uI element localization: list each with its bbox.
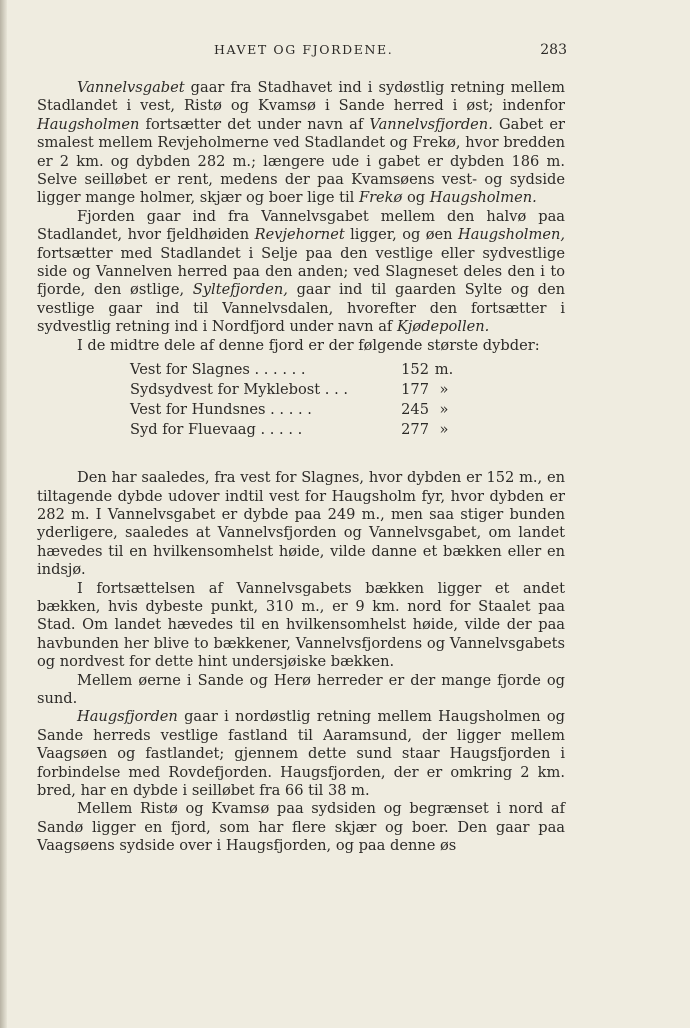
depth-place: Vest for Slagnes . . . . . . bbox=[130, 361, 306, 379]
depth-value: 277 bbox=[401, 421, 429, 439]
paragraph-second-basin: I fortsættelsen af Vannelvsgabets bækken ligger et andet bækken, hvis dybeste punkt, 310 m., er 9 km. nord for Staalet paa Stad. Om landet hævedes til en hvilkensomhelst høide, vilde der paa havbunden her blive to bækkener, Vannelvsfjordens og Vannelvsgabets og nordvest for dette hint undersjøiske bækken. bbox=[37, 579, 565, 671]
depth-unit: » bbox=[439, 401, 449, 419]
depth-value: 177 bbox=[401, 381, 429, 399]
depth-unit: m. bbox=[434, 361, 454, 379]
paragraph-text: gaar ind til gaarden Sylte og den vestlige gaar ind til Vannelvsdalen, hvorefter den fortsætter i sydvestlig retning ind i Nordfjord under navn af bbox=[37, 281, 565, 336]
place-name: Kjødepollen. bbox=[396, 318, 490, 336]
paragraph-vannelvsgabet bbox=[37, 79, 565, 208]
running-head: HAVET OG FJORDENE. bbox=[214, 42, 394, 57]
spacer bbox=[37, 447, 565, 469]
paragraph-text: og bbox=[402, 189, 430, 207]
paragraph-text: fortsætter med Stadlandet i Selje paa den vestlige eller sydvestlige side og Vannelven herred paa den anden; ved Slagneset deles den i to fjorde, den østlige, bbox=[37, 244, 565, 299]
depth-place: Sydsydvest for Myklebost . . . bbox=[130, 381, 348, 399]
depth-place: Vest for Hundsnes . . . . . bbox=[130, 401, 312, 419]
table-row bbox=[130, 401, 459, 421]
paragraph-haugsfjorden bbox=[37, 708, 565, 800]
paragraph-risto-kvamso: Mellem Ristø og Kvamsø paa sydsiden og begrænset i nord af Sandø ligger en fjord, som har flere skjær og boer. Den gaar paa Vaagsøens sydside over i Haugsfjorden, og paa denne øs bbox=[37, 800, 565, 855]
depth-value: 152 bbox=[401, 361, 429, 379]
place-name: Syltefjorden, bbox=[192, 281, 288, 299]
place-name: Haugsfjorden bbox=[77, 708, 178, 726]
paragraph-text: gaar i nordøstlig retning mellem Haugsholmen og Sande herreds vestlige fastland til Aaramsund, der ligger mellem Vaagsøen og fastlandet; gjennem dette sund staar Haugsfjorden i forbindelse med Rovdefjorden. Haugsfjorden, der er omkring 2 km. bred, har en dybde i seilløbet fra 66 til 38 m. bbox=[37, 708, 565, 799]
paragraph-fjorden bbox=[37, 208, 565, 337]
place-name: Vannelvsgabet bbox=[77, 79, 185, 96]
paragraph-text: fortsætter det under navn af bbox=[139, 115, 370, 133]
depth-unit: » bbox=[439, 421, 449, 439]
page-header bbox=[37, 42, 565, 62]
depth-table bbox=[130, 361, 459, 441]
paragraph-basin: Den har saaledes, fra vest for Slagnes, hvor dybden er 152 m., en tiltagende dybde udover indtil vest for Haugsholm fyr, hvor dybden er 282 m. I Vannelvsgabet er dybde paa 249 m., men saa stiger bunden yderligere, saaledes at Vannelvsfjorden og Vannelvsgabet, om landet hævedes til en hvilkensomhelst høide, vilde danne et bækken eller en indsjø. bbox=[37, 469, 565, 579]
place-name: Haugsholmen. bbox=[429, 189, 537, 207]
table-row bbox=[130, 361, 459, 381]
paragraph-text: Fjorden gaar ind fra Vannelvsgabet mellem den halvø paa Stadlandet, hvor fjeldhøiden bbox=[37, 207, 565, 244]
place-name: Haugsholmen, bbox=[457, 226, 565, 244]
page-spine-shadow bbox=[0, 0, 7, 1028]
place-name: Vannelvsfjorden. bbox=[369, 115, 493, 133]
place-name: Revjehornet bbox=[254, 226, 345, 244]
table-row bbox=[130, 421, 459, 441]
page-number: 283 bbox=[540, 42, 567, 58]
paragraph-text: Gabet er smalest mellem Revjeholmerne ved Stadlandet og Frekø, hvor bredden er 2 km. og dybden 282 m.; længere ude i gabet er dybden 186 m. Selve seilløbet er rent, medens der paa Kvamsøens vest- og sydside ligger mange holmer, skjær og boer lige til bbox=[37, 115, 566, 207]
body-text bbox=[37, 79, 565, 856]
paragraph-text: gaar fra Stadhavet ind i sydøstlig retning mellem Stadlandet i vest, Ristø og Kvamsø i Sande herred i øst; indenfor bbox=[37, 79, 565, 115]
place-name: Haugsholmen bbox=[37, 115, 140, 133]
table-row bbox=[130, 381, 459, 401]
paragraph-islands: Mellem øerne i Sande og Herø herreder er der mange fjorde og sund. bbox=[37, 671, 565, 707]
paragraph-text: ligger, og øen bbox=[344, 226, 458, 244]
paragraph-depths-intro: I de midtre dele af denne fjord er der følgende største dybder: bbox=[77, 336, 540, 354]
depth-unit: » bbox=[439, 381, 449, 399]
depth-value: 245 bbox=[401, 401, 429, 419]
place-name: Frekø bbox=[358, 189, 403, 207]
depth-place: Syd for Fluevaag . . . . . bbox=[130, 421, 303, 439]
